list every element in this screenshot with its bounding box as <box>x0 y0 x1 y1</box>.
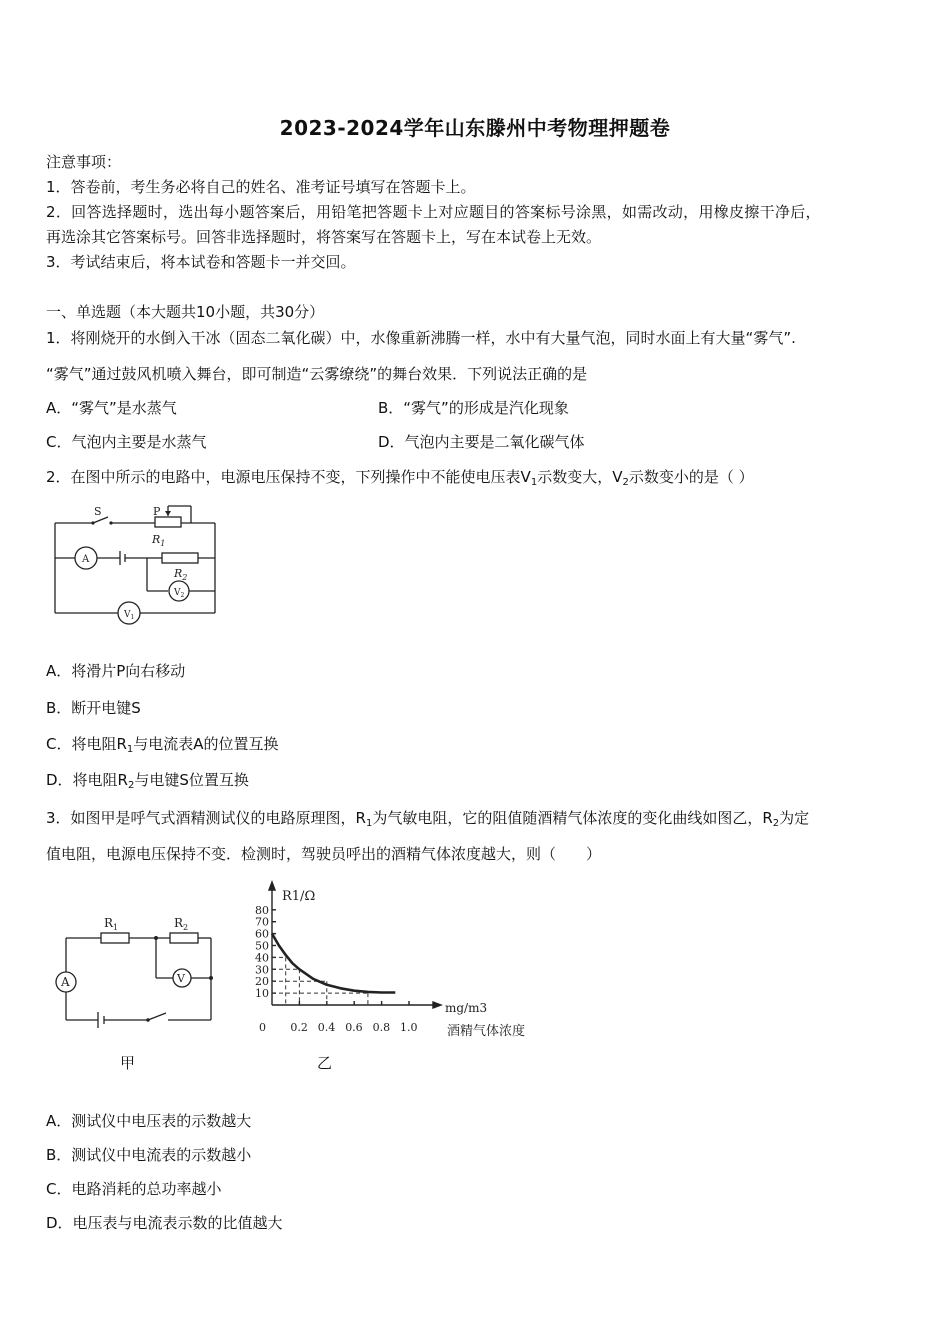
y-tick-label: 10 <box>255 987 269 1001</box>
ammeter-label: A <box>82 554 90 565</box>
x-tick-label: 0.4 <box>317 1021 336 1034</box>
q3-option-b: B．测试仪中电流表的示数越小 <box>46 1146 252 1164</box>
q3-circuit-diagram <box>48 910 223 1028</box>
x-axis-arrow <box>433 1002 441 1008</box>
q2-stem: 2．在图中所示的电路中，电源电压保持不变，下列操作中不能使电压表$V_1$示数变大，$V_2$示数变小的是（ ） <box>46 468 754 488</box>
q3-option-a: A．测试仪中电压表的示数越大 <box>46 1112 252 1130</box>
r2-label: $R_2$ <box>174 567 188 582</box>
q1-stem-line1: 1．将刚烧开的水倒入干冰（固态二氧化碳）中，水像重新沸腾一样，水中有大量气泡，同时水面上有大量“雾气”. <box>46 329 796 347</box>
notice-item: 2．回答选择题时，选出每小题答案后，用铅笔把答题卡上对应题目的答案标号涂黑，如需改动，用橡皮擦干净后， <box>46 203 821 221</box>
q2-option-c: C．将电阻$R_1$与电流表A的位置互换 <box>46 735 279 755</box>
q2-option-d: D．将电阻$R_2$与电键S位置互换 <box>46 771 249 791</box>
resistance-concentration-chart <box>245 880 555 1040</box>
notice-item: 再选涂其它答案标号。回答非选择题时，将答案写在答题卡上，写在本试卷上无效。 <box>46 228 602 246</box>
r1-label: $R_1$ <box>104 916 119 932</box>
x-axis-unit-label: mg/m3 <box>445 1001 488 1015</box>
notice-heading: 注意事项： <box>46 153 122 171</box>
notice-item: 3．考试结束后，将本试卷和答题卡一并交回。 <box>46 253 356 271</box>
q3-stem-line1: 3．如图甲是呼气式酒精测试仪的电路原理图，$R_1$为气敏电阻，它的阻值随酒精气体浓度的变化曲线如图乙，$R_2$为定 <box>46 809 810 829</box>
y-tick-label: 30 <box>255 963 269 977</box>
voltmeter-label: V <box>177 972 185 985</box>
notice-item: 1．答卷前，考生务必将自己的姓名、准考证号填写在答题卡上。 <box>46 178 476 196</box>
x-tick-label: 0.2 <box>290 1021 308 1034</box>
y-tick-label: 70 <box>255 915 269 929</box>
voltmeter-v2-label: $V_2$ <box>174 588 185 599</box>
q1-option-a: A．“雾气”是水蒸气 <box>46 399 177 417</box>
origin-label: 0 <box>259 1021 266 1034</box>
x-tick-label: 0.6 <box>345 1021 363 1034</box>
y-axis-arrow <box>269 882 275 890</box>
q1-stem-line2: “雾气”通过鼓风机喷入舞台，即可制造“云雾缭绕”的舞台效果．下列说法正确的是 <box>46 365 588 383</box>
r2-label: $R_2$ <box>174 916 189 932</box>
figure-label-jia: 甲 <box>120 1054 136 1072</box>
y-tick-label: 20 <box>255 975 269 989</box>
slider-label: P <box>153 505 161 518</box>
x-tick-label: 0.8 <box>372 1021 391 1034</box>
page-title: 2023-2024学年山东滕州中考物理押题卷 <box>279 116 671 140</box>
y-axis-label: R1/Ω <box>282 889 316 904</box>
q2-option-a: A．将滑片P向右移动 <box>46 662 186 680</box>
voltmeter-v1-label: $V_1$ <box>124 610 135 621</box>
q3-stem-line2: 值电阻，电源电压保持不变．检测时，驾驶员呼出的酒精气体浓度越大，则（ ） <box>46 845 602 863</box>
section-heading: 一、单选题（本大题共10小题，共30分） <box>46 303 325 321</box>
q1-option-b: B．“雾气”的形成是汽化现象 <box>378 399 569 417</box>
series-line-r1 <box>272 934 395 993</box>
q3-option-c: C．电路消耗的总功率越小 <box>46 1180 222 1198</box>
q2-circuit-diagram <box>48 503 228 628</box>
y-tick-label: 60 <box>255 927 269 941</box>
q1-option-c: C．气泡内主要是水蒸气 <box>46 433 207 451</box>
figure-label-yi: 乙 <box>317 1054 333 1072</box>
q2-option-b: B．断开电键S <box>46 699 141 717</box>
x-axis-label: 酒精气体浓度 <box>447 1024 526 1039</box>
ammeter-label: A <box>61 975 70 989</box>
y-tick-label: 40 <box>255 951 269 965</box>
switch-label: S <box>94 505 102 518</box>
r1-label: $R_1$ <box>152 533 166 548</box>
x-tick-label: 1.0 <box>400 1021 418 1034</box>
y-tick-label: 50 <box>255 939 269 953</box>
q3-option-d: D．电压表与电流表示数的比值越大 <box>46 1214 283 1232</box>
y-tick-label: 80 <box>255 903 269 917</box>
q1-option-d: D．气泡内主要是二氧化碳气体 <box>378 433 585 451</box>
